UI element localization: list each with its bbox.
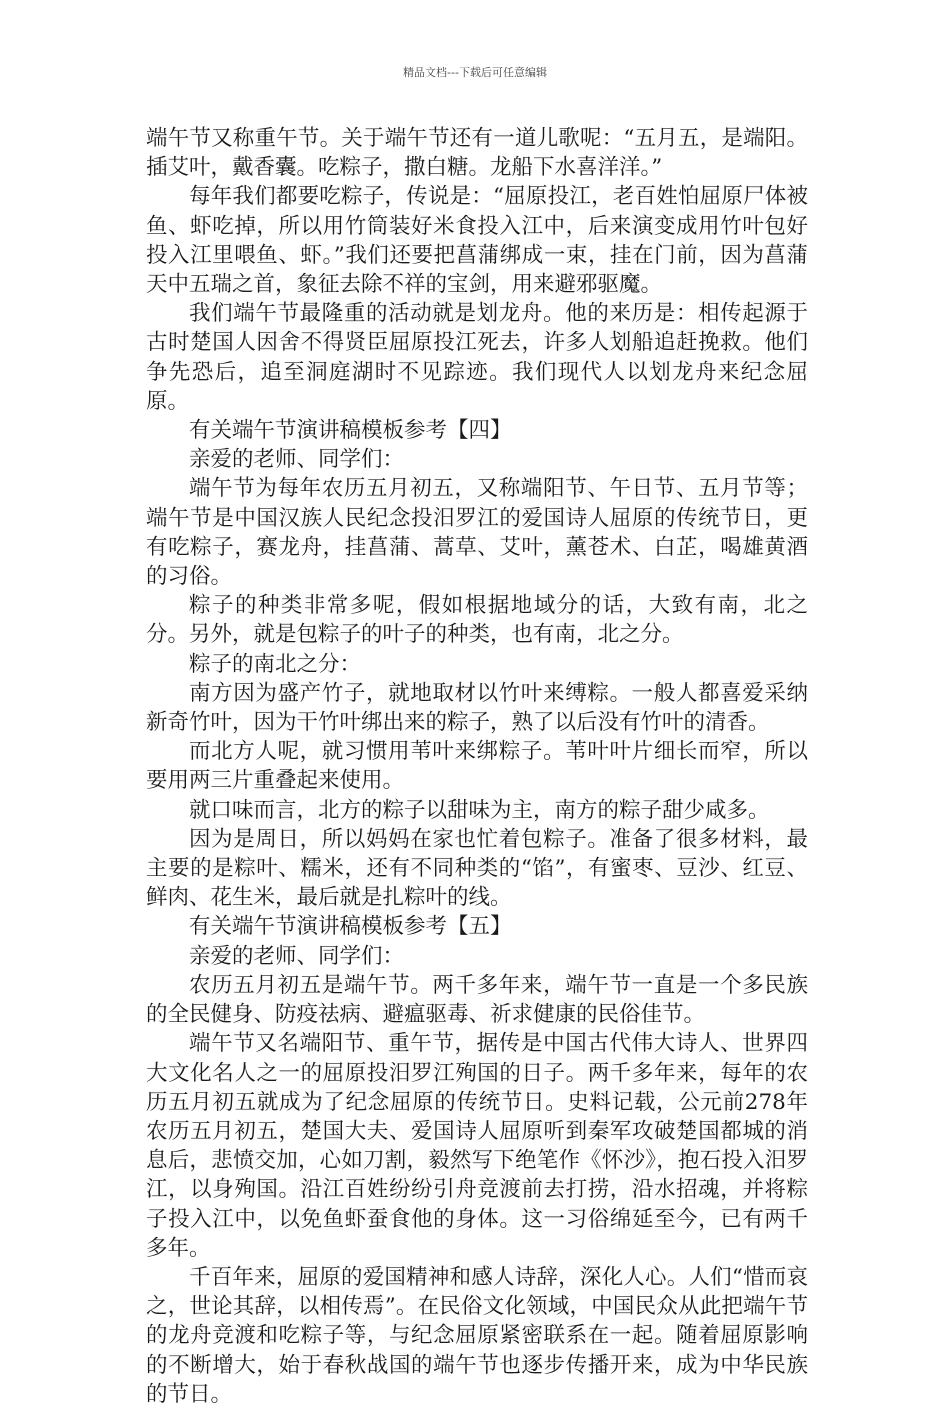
document-body [146, 124, 808, 1409]
page-header: 精品文档---下载后可任意编辑 [403, 66, 547, 79]
paragraph-10: 而北方人呢，就习惯用苇叶来绑粽子。苇叶叶片细长而窄，所以要用两三片重叠起来使用。 [146, 739, 808, 794]
paragraph-16: 端午节又名端阳节、重午节，据传是中国古代伟大诗人、世界四大文化名人之一的屈原投汨罗江殉国的日子。两千多年来，每年的农历五月初五就成为了纪念屈原的传统节日。史料记载，公元前278年农历五月初五，楚国大夫、爱国诗人屈原听到秦军攻破楚国都城的消息后，悲愤交加，心如刀割，毅然写下绝笔作《怀沙》，抱石投入汨罗江，以身殉国。沿江百姓纷纷引舟竞渡前去打捞，沿水招魂，并将粽子投入江中，以免鱼虾蚕食他的身体。这一习俗绵延至今，已有两千多年。 [146, 1031, 808, 1261]
paragraph-2: 每年我们都要吃粽子，传说是：“屈原投江，老百姓怕屈原尸体被鱼、虾吃掉，所以用竹筒装好米食投入江中，后来演变成用竹叶包好投入江里喂鱼、虾。”我们还要把菖蒲绑成一束，挂在门前，因为菖蒲天中五瑞之首，象征去除不祥的宝剑，用来避邪驱魔。 [146, 184, 808, 298]
salutation-2: 亲爱的老师、同学们： [189, 943, 405, 969]
paragraph-9: 南方因为盛产竹子，就地取材以竹叶来缚粽。一般人都喜爱采纳新奇竹叶，因为干竹叶绑出来的粽子，熟了以后没有竹叶的清香。 [146, 680, 808, 736]
paragraph-11: 就口味而言，北方的粽子以甜味为主，南方的粽子甜少咸多。 [189, 797, 770, 823]
section-heading-5: 有关端午节演讲稿模板参考【五】 [189, 914, 512, 940]
paragraph-7: 粽子的种类非常多呢，假如根据地域分的话，大致有南，北之分。另外，就是包粽子的叶子的种类，也有南，北之分。 [146, 593, 808, 648]
paragraph-6: 端午节为每年农历五月初五，又称端阳节、午日节、五月节等；端午节是中国汉族人民纪念投汨罗江的爱国诗人屈原的传统节日，更有吃粽子，赛龙舟，挂菖蒲、蒿草、艾叶，薰苍术、白芷，喝雄黄酒的习俗。 [146, 476, 808, 590]
paragraph-17: 千百年来，屈原的爱国精神和感人诗辞，深化人心。人们“惜而哀之，世论其辞，以相传焉”。在民俗文化领域，中国民众从此把端午节的龙舟竞渡和吃粽子等，与纪念屈原紧密联系在一起。随着屈原影响的不断增大，始于春秋战国的端午节也逐步传播开来，成为中华民族的节日。 [146, 1264, 808, 1407]
paragraph-12: 因为是周日，所以妈妈在家也忙着包粽子。准备了很多材料，最主要的是粽叶、糯米，还有不同种类的“馅”，有蜜枣、豆沙、红豆、鲜肉、花生米，最后就是扎粽叶的线。 [146, 826, 808, 911]
section-heading-4: 有关端午节演讲稿模板参考【四】 [189, 418, 512, 444]
paragraph-3: 我们端午节最隆重的活动就是划龙舟。他的来历是：相传起源于古时楚国人因舍不得贤臣屈原投江死去，许多人划船追赶挽救。他们争先恐后，追至洞庭湖时不见踪迹。我们现代人以划龙舟来纪念屈原。 [146, 301, 808, 414]
paragraph-8: 粽子的南北之分： [189, 651, 362, 677]
paragraph-15: 农历五月初五是端午节。两千多年来，端午节一直是一个多民族的全民健身、防疫祛病、避瘟驱毒、祈求健康的民俗佳节。 [146, 972, 808, 1028]
salutation-1: 亲爱的老师、同学们： [189, 447, 405, 473]
paragraph-1: 端午节又称重午节。关于端午节还有一道儿歌呢：“五月五，是端阳。插艾叶，戴香囊。吃粽子，撒白糖。龙船下水喜洋洋。” [146, 126, 808, 181]
